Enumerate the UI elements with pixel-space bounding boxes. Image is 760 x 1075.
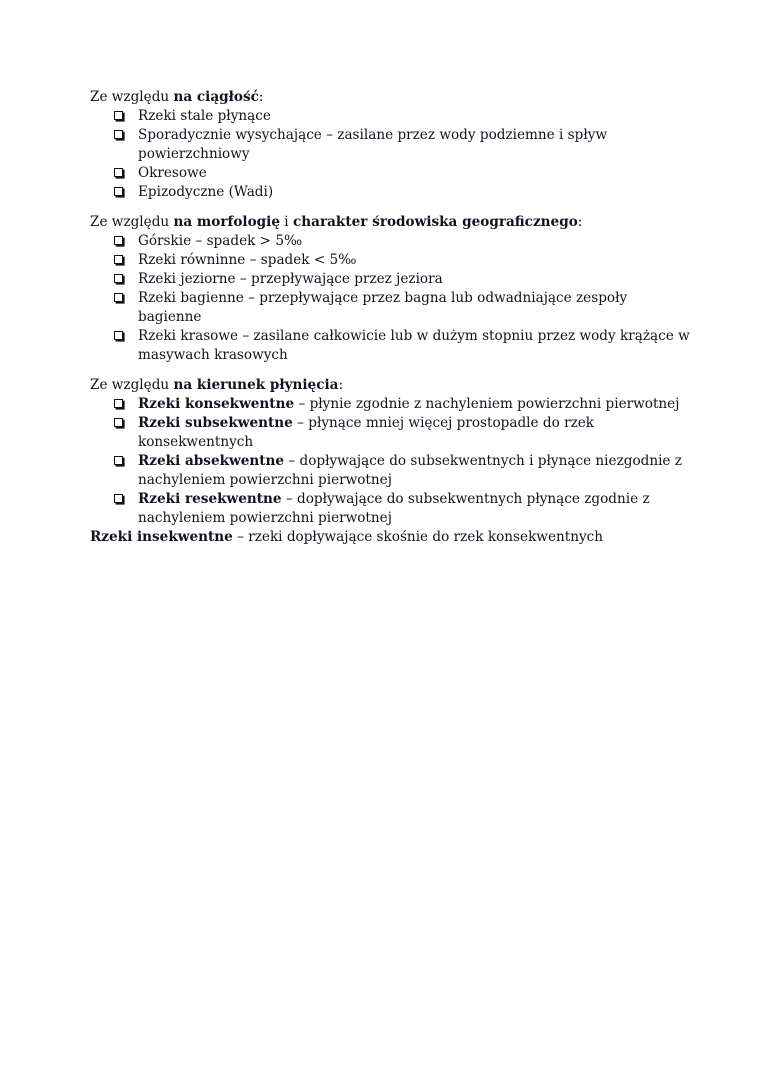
item-text: Rzeki jeziorne – przepływające przez jeziora — [138, 271, 443, 287]
final-term: Rzeki insekwentne — [90, 529, 233, 545]
item-text: Rzeki stale płynące — [138, 108, 271, 124]
checkbox-bullet-icon — [114, 274, 123, 283]
heading-prefix: Ze względu — [90, 89, 174, 105]
bullet-list — [90, 232, 690, 365]
heading-mid: i — [279, 214, 293, 230]
document-page — [90, 88, 690, 547]
section-heading — [90, 88, 690, 107]
item-text: Okresowe — [138, 165, 207, 181]
item-text: – płynące mniej więcej prostopadle do rzek konsekwentnych — [138, 415, 595, 450]
list-item — [90, 126, 690, 164]
item-text: Rzeki krasowe – zasilane całkowicie lub w dużym stopniu przez wody krążące w masywach krasowych — [138, 328, 690, 363]
heading-prefix: Ze względu — [90, 377, 174, 393]
section-heading — [90, 376, 690, 395]
list-item — [90, 452, 690, 490]
heading-bold-second: charakter środowiska geograficznego — [292, 214, 578, 230]
checkbox-bullet-icon — [114, 399, 123, 408]
list-item — [90, 490, 690, 528]
list-item — [90, 251, 690, 270]
checkbox-bullet-icon — [114, 293, 123, 302]
bullet-list — [90, 107, 690, 202]
checkbox-bullet-icon — [114, 331, 123, 340]
insequent-rivers-line — [90, 528, 690, 547]
checkbox-bullet-icon — [114, 255, 123, 264]
section-heading — [90, 213, 690, 232]
checkbox-bullet-icon — [114, 494, 123, 503]
section-flow-direction — [90, 376, 690, 528]
section-continuity — [90, 88, 690, 202]
heading-bold: na ciągłość — [173, 89, 259, 105]
list-item — [90, 164, 690, 183]
checkbox-bullet-icon — [114, 111, 123, 120]
list-item — [90, 414, 690, 452]
checkbox-bullet-icon — [114, 130, 123, 139]
bullet-list — [90, 395, 690, 528]
heading-prefix: Ze względu — [90, 214, 174, 230]
item-text: – dopływające do subsekwentnych i płynące niezgodnie z nachyleniem powierzchni pierwotnej — [138, 453, 682, 488]
heading-suffix: : — [577, 214, 583, 230]
item-text: – dopływające do subsekwentnych płynące zgodnie z nachyleniem powierzchni pierwotnej — [138, 491, 650, 526]
section-morphology — [90, 213, 690, 365]
list-item — [90, 289, 690, 327]
item-term: Rzeki absekwentne — [138, 453, 285, 469]
item-term: Rzeki konsekwentne — [138, 396, 295, 412]
item-text: Górskie – spadek > 5‰ — [138, 233, 303, 249]
checkbox-bullet-icon — [114, 236, 123, 245]
list-item — [90, 232, 690, 251]
list-item — [90, 107, 690, 126]
item-text: Epizodyczne (Wadi) — [138, 184, 274, 200]
list-item — [90, 183, 690, 202]
list-item — [90, 327, 690, 365]
checkbox-bullet-icon — [114, 168, 123, 177]
list-item — [90, 395, 690, 414]
checkbox-bullet-icon — [114, 456, 123, 465]
item-text: Rzeki bagienne – przepływające przez bagna lub odwadniające zespoły bagienne — [138, 290, 628, 325]
item-text: Sporadycznie wysychające – zasilane przez wody podziemne i spływ powierzchniowy — [138, 127, 608, 162]
checkbox-bullet-icon — [114, 187, 123, 196]
item-term: Rzeki subsekwentne — [138, 415, 293, 431]
checkbox-bullet-icon — [114, 418, 123, 427]
list-item — [90, 270, 690, 289]
heading-bold: na kierunek płynięcia — [173, 377, 339, 393]
heading-bold: na morfologię — [173, 214, 280, 230]
heading-suffix: : — [258, 89, 264, 105]
heading-suffix: : — [338, 377, 344, 393]
item-text: Rzeki równinne – spadek < 5‰ — [138, 252, 357, 268]
final-text: – rzeki dopływające skośnie do rzek konsekwentnych — [232, 529, 604, 545]
item-text: – płynie zgodnie z nachyleniem powierzchni pierwotnej — [294, 396, 680, 412]
item-term: Rzeki resekwentne — [138, 491, 282, 507]
